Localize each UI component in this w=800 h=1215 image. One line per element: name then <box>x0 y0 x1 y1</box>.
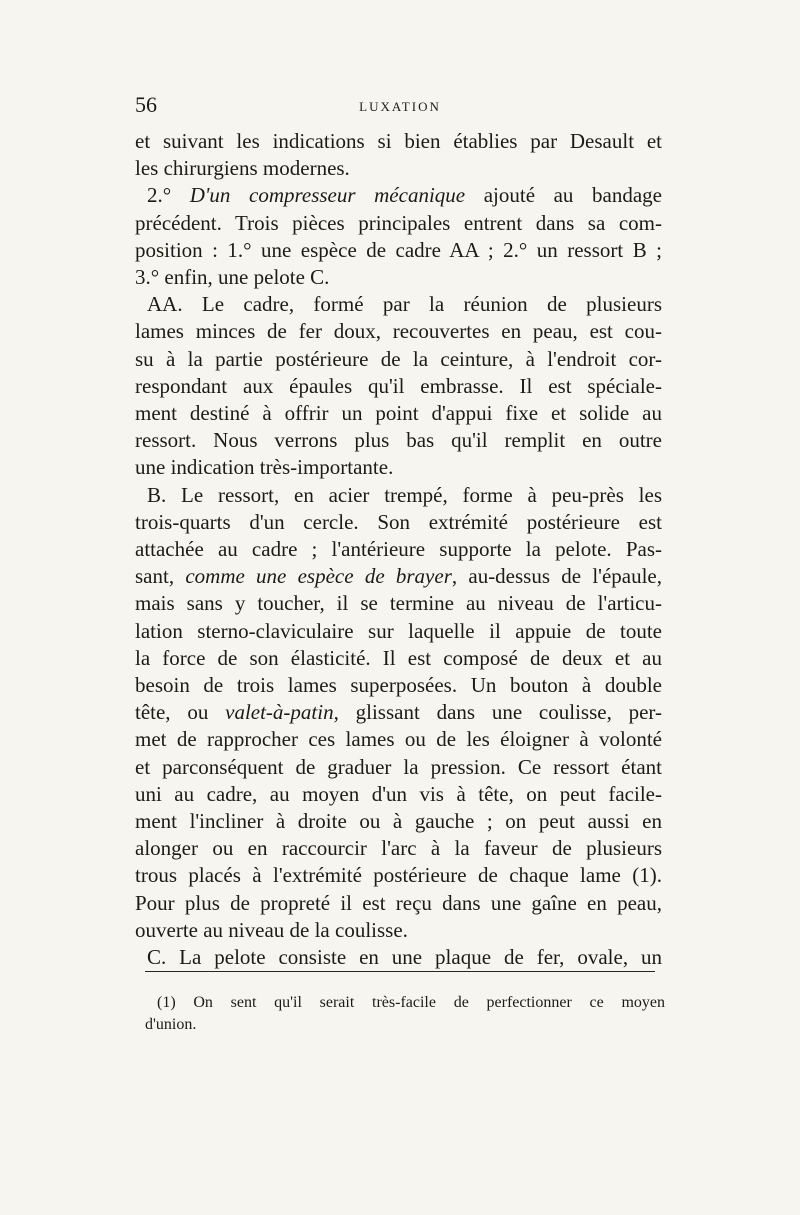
text-line: Pour plus de propreté il est reçu dans une gaîne en peau, <box>135 890 662 915</box>
text-line <box>135 563 662 590</box>
text-line: et parconséquent de graduer la pression. Ce ressort étant <box>135 754 662 779</box>
text-fragment: , glissant dans une coulisse, per- <box>333 700 663 725</box>
text-line: AA. Le cadre, formé par la réunion de plusieurs <box>147 292 662 317</box>
text-line: mais sans y toucher, il se termine au niveau de l'articu- <box>135 591 662 616</box>
text-line: C. La pelote consiste en une plaque de fer, ovale, un <box>147 945 662 970</box>
text-line: 3.° enfin, une pelote C. <box>135 265 330 290</box>
text-line: une indication très-importante. <box>135 455 394 480</box>
italic-phrase: comme une espèce de brayer <box>185 564 452 589</box>
text-line <box>135 182 662 209</box>
text-line: uni au cadre, au moyen d'un vis à tête, on peut facile- <box>135 781 662 806</box>
italic-heading: D'un compresseur mécanique <box>189 183 466 208</box>
text-line: besoin de trois lames superposées. Un bouton à double <box>135 673 662 698</box>
text-fragment: sant, <box>135 564 186 589</box>
text-line: attachée au cadre ; l'antérieure supporte la pelote. Pas- <box>135 537 662 562</box>
footnote-line: d'union. <box>145 1016 197 1033</box>
text-line: les chirurgiens modernes. <box>135 156 350 181</box>
text-line: ment destiné à offrir un point d'appui fixe et solide au <box>135 401 662 426</box>
footnote-divider <box>145 971 655 972</box>
text-line: trous placés à l'extrémité postérieure de chaque lame (1). <box>135 863 662 888</box>
text-line: B. Le ressort, en acier trempé, forme à peu-près les <box>147 482 662 507</box>
text-line: lames minces de fer doux, recouvertes en peau, est cou- <box>135 319 662 344</box>
text-line: position : 1.° une espèce de cadre AA ; 2.° un ressort B ; <box>135 237 662 262</box>
text-line: alonger ou en raccourcir l'arc à la faveur de plusieurs <box>135 836 662 861</box>
text-line: précédent. Trois pièces principales entrent dans sa com- <box>135 210 662 235</box>
text-line: ressort. Nous verrons plus bas qu'il remplit en outre <box>135 428 662 453</box>
running-title: LUXATION <box>359 99 441 114</box>
footnote <box>145 992 665 1036</box>
text-line: ment l'incliner à droite ou à gauche ; on peut aussi en <box>135 809 662 834</box>
text-line: trois-quarts d'un cercle. Son extrémité postérieure est <box>135 509 662 534</box>
text-fragment: , au-dessus de l'épaule, <box>451 564 663 589</box>
text-line: ouverte au niveau de la coulisse. <box>135 917 408 942</box>
text-line: respondant aux épaules qu'il embrasse. Il est spéciale- <box>135 373 662 398</box>
text-fragment: ajouté au bandage <box>465 183 662 208</box>
text-line: lation sterno-claviculaire sur laquelle il appuie de toute <box>135 618 662 643</box>
text-line <box>135 699 662 726</box>
text-line: su à la partie postérieure de la ceinture, à l'endroit cor- <box>135 346 662 371</box>
text-line: la force de son élasticité. Il est composé de deux et au <box>135 645 662 670</box>
footnote-line: (1) On sent qu'il serait très-facile de perfectionner ce moyen <box>157 994 665 1011</box>
list-number: 2.° <box>147 183 190 208</box>
text-line: met de rapprocher ces lames ou de les éloigner à volonté <box>135 727 662 752</box>
page-header <box>135 92 665 122</box>
text-line: et suivant les indications si bien établies par Desault et <box>135 129 662 153</box>
italic-phrase: valet-à-patin <box>225 700 334 725</box>
body-text <box>135 128 662 971</box>
text-fragment: tête, ou <box>135 700 226 725</box>
page-number: 56 <box>135 92 157 117</box>
